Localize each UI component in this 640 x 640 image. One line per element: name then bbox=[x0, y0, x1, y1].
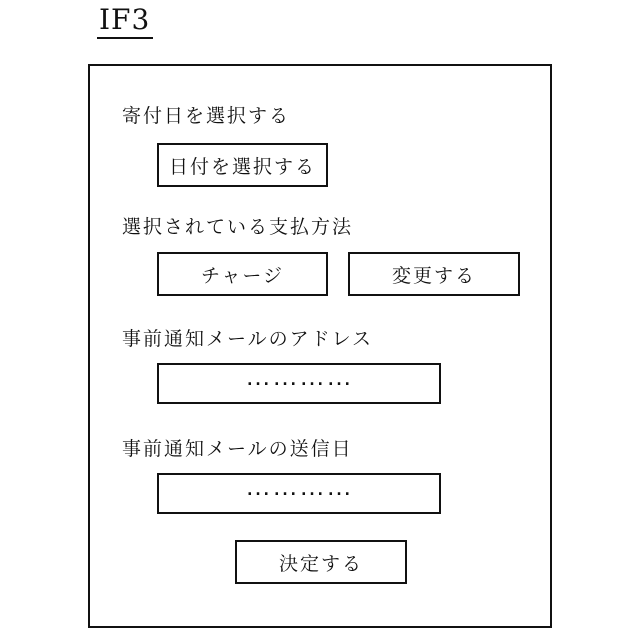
figure-label: IF3 bbox=[97, 5, 153, 39]
interface-frame bbox=[88, 64, 552, 628]
payment-method-change-button[interactable]: 変更する bbox=[348, 252, 520, 296]
advance-notice-send-date-field[interactable] bbox=[157, 473, 441, 514]
advance-notice-email-value: ………… bbox=[245, 361, 353, 391]
confirm-button[interactable]: 決定する bbox=[235, 540, 407, 584]
advance-notice-send-date-label: 事前通知メールの送信日 bbox=[122, 439, 353, 460]
advance-notice-send-date-value: ………… bbox=[245, 471, 353, 501]
payment-method-charge-button[interactable]: チャージ bbox=[157, 252, 328, 296]
advance-notice-email-field[interactable] bbox=[157, 363, 441, 404]
payment-method-label: 選択されている支払方法 bbox=[122, 217, 354, 238]
donation-date-label: 寄付日を選択する bbox=[122, 106, 291, 127]
select-date-button[interactable]: 日付を選択する bbox=[157, 143, 328, 187]
advance-notice-email-label: 事前通知メールのアドレス bbox=[122, 329, 374, 350]
